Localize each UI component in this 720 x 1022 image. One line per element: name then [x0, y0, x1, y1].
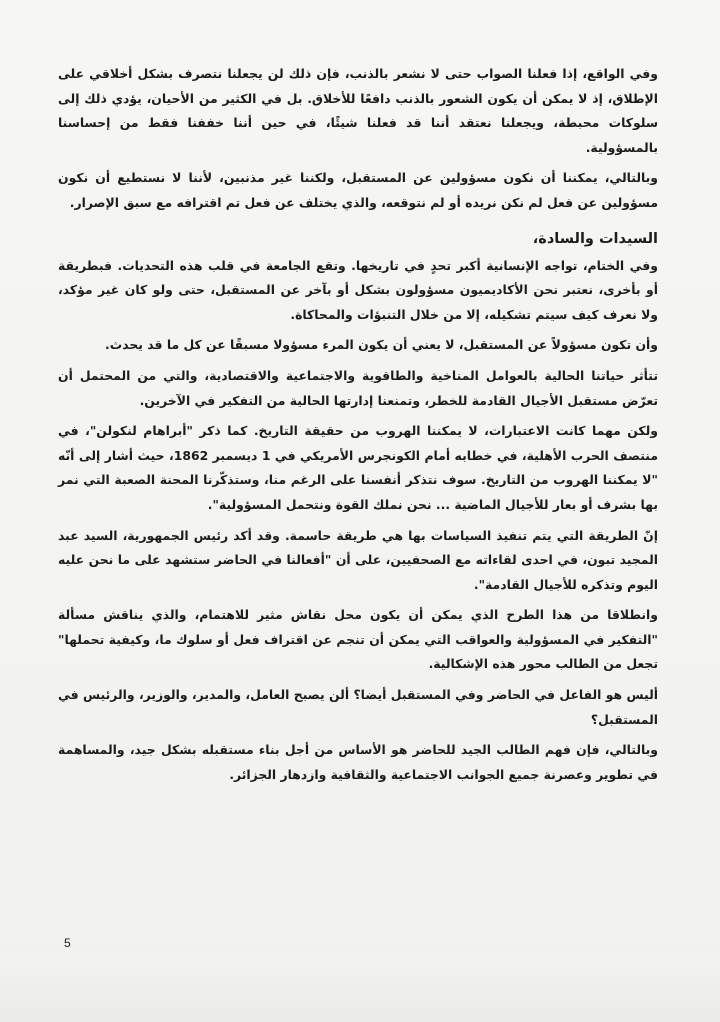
paragraph-main-7: أليس هو الفاعل في الحاضر وفي المستقبل أيضا؟ ألن يصبح العامل، والمدير، والوزير، والرئيس في المستقبل؟ — [58, 687, 658, 727]
paragraph-main-3: تتأثر حياتنا الحالية بالعوامل المناخية والطاقوية والاجتماعية والاقتصادية، والتي من المحتمل أن تعرّض مستقبل الأجيال القادمة للخطر، وتمنعنا إدارتها الحالية من التفكير في الآخرين. — [58, 367, 658, 408]
paragraph-intro-2: وبالتالي، يمكننا أن نكون مسؤولين عن المستقبل، ولكننا غير مذنبين، لأننا لا نستطيع أن نكون مسؤولين عن فعل لم نكن نريده أو لم نتوقعه، والذي يختلف عن فعل تم اقترافه مع سبق الإصرار. — [58, 170, 658, 210]
paragraph-main-6: وانطلاقا من هذا الطرح الذي يمكن أن يكون محل نقاش مثير للاهتمام، والذي يناقش مسألة "التفكير في المسؤولية والعواقب التي يمكن أن تنجم عن اقتراف فعل أو سلوك ما، وكيفية تحملها" تجعل من الطالب محور هذه الإشكالية. — [58, 607, 658, 672]
paragraph-main-1: وفي الختام، تواجه الإنسانية أكبر تحدٍ في تاريخها. وتقع الجامعة في قلب هذه التحديات. فبطريقة أو بأخرى، نعتبر نحن الأكاديميون مسؤولون بشكل أو بآخر عن المستقبل، حتى ولو كان غير مؤكد، ولا نعرف كيف سيتم تشكيله، إلا من خلال التنبؤات والمحاكاة. — [58, 257, 658, 322]
paragraph-main-2: وأن تكون مسؤولاً عن المستقبل، لا يعني أن يكون المرء مسؤولا مسبقًا عن كل ما قد يحدث. — [105, 337, 658, 353]
paragraph-main-5: إنّ الطريقة التي يتم تنفيذ السياسات بها هي طريقة حاسمة. وقد أكد رئيس الجمهورية، السيد عبد المجيد تبون، في احدى لقاءاته مع الصحفيين، على أن "أفعالنا في الحاضر ستشهد على ما نحن عليه اليوم وتذكره للأجيال القادمة". — [58, 527, 658, 592]
page-number: 5 — [64, 936, 71, 950]
section-heading: السيدات والسادة، — [532, 230, 658, 247]
page-bottom-shade — [0, 952, 720, 1022]
paragraph-main-4: ولكن مهما كانت الاعتبارات، لا يمكننا الهروب من حقيقة التاريخ. كما ذكر "أبراهام لنكولن"، في منتصف الحرب الأهلية، في خطابه أمام الكونجرس الأمريكي في 1 ديسمبر 1862، حيث أشار إلى أنّه "لا يمكننا الهروب من التاريخ. سوف نتذكر أنفسنا على الرغم منا، وستذكّرنا المحنة الصعبة التي نمر بها بشرف أو بعار للأجيال الماضية ... نحن نملك القوة ونتحمل المسؤولية". — [58, 423, 658, 512]
paragraph-main-8: وبالتالي، فإن فهم الطالب الجيد للحاضر هو الأساس من أجل بناء مستقبله بشكل جيد، والمساهمة في تطوير وعصرنة جميع الجوانب الاجتماعية والثقافية وازدهار الجزائر. — [58, 742, 658, 782]
paragraph-intro-1: وفي الواقع، إذا فعلنا الصواب حتى لا نشعر بالذنب، فإن ذلك لن يجعلنا نتصرف بشكل أخلاقي على الإطلاق، إذ لا يمكن أن يكون الشعور بالذنب دافعًا للأخلاق. بل في الكثير من الأحيان، يؤدي ذلك إلى سلوكات محبطة، ويجعلنا نعتقد أننا قد فعلنا شيئًا، في حين أننا خففنا فقط من إحساسنا بالمسؤولية. — [58, 66, 658, 155]
document-body — [58, 62, 658, 787]
